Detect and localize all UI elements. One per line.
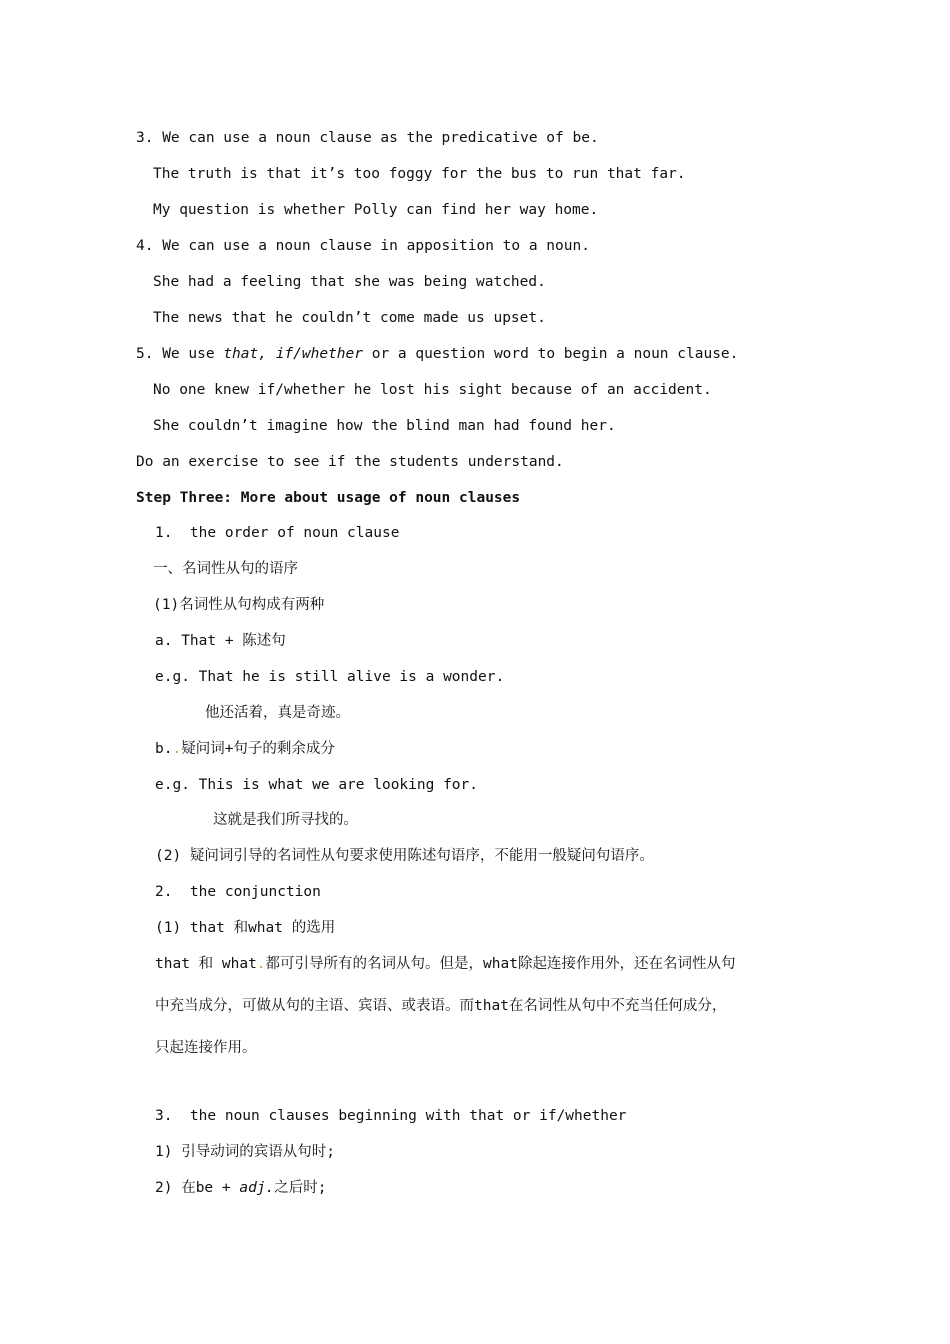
point-4-heading: 4. We can use a noun clause in apposition to a noun. [136, 238, 590, 254]
example-sentence: e.g. That he is still alive is a wonder. [155, 669, 505, 685]
rule-b: b..疑问词+句子的剩余成分 [155, 741, 335, 757]
chinese-heading: 一、名词性从句的语序 [153, 561, 298, 577]
chinese-subheading: (1)名词性从句构成有两种 [153, 597, 325, 613]
example-sentence: My question is whether Polly can find her way home. [153, 202, 599, 218]
paragraph-line: 中充当成分，可做从句的主语、宾语、或表语。而that在名词性从句中不充当任何成分， [155, 998, 727, 1014]
subsection-title: 1. the order of noun clause [155, 525, 400, 541]
example-sentence: No one knew if/whether he lost his sight because of an accident. [153, 382, 712, 398]
list-item: 2) 在be + adj.之后时; [155, 1180, 327, 1196]
section-heading: Step Three: More about usage of noun clauses [136, 490, 521, 506]
list-item: 1) 引导动词的宾语从句时; [155, 1144, 335, 1160]
subsection-title: 3. the noun clauses beginning with that or if/whether [155, 1108, 627, 1124]
point-5-prefix: 5. We use [136, 346, 224, 362]
rule-a: a. That + 陈述句 [155, 633, 286, 649]
yellow-mark: . [256, 956, 266, 972]
example-sentence: She couldn’t imagine how the blind man had found her. [153, 418, 616, 434]
example-sentence: She had a feeling that she was being watched. [153, 274, 546, 290]
example-translation: 这就是我们所寻找的。 [213, 812, 358, 828]
paragraph-line: 只起连接作用。 [155, 1040, 257, 1056]
point-5-italic-terms: that, if/whether [223, 346, 363, 362]
example-sentence: The news that he couldn’t come made us upset. [153, 310, 546, 326]
rule-note: (2) 疑问词引导的名词性从句要求使用陈述句语序，不能用一般疑问句语序。 [155, 848, 654, 864]
subsection-title: 2. the conjunction [155, 884, 321, 900]
point-3-heading: 3. We can use a noun clause as the predicative of be. [136, 130, 599, 146]
example-sentence: The truth is that it’s too foggy for the bus to run that far. [153, 166, 686, 182]
point-5-suffix: or a question word to begin a noun clause. [363, 346, 739, 362]
example-translation: 他还活着，真是奇迹。 [205, 705, 350, 721]
example-sentence: e.g. This is what we are looking for. [155, 777, 479, 793]
yellow-mark: . [172, 741, 182, 757]
chinese-subheading: (1) that 和what 的选用 [155, 920, 336, 936]
point-5-heading [136, 344, 738, 364]
paragraph-line: that 和 what.都可引导所有的名词从句。但是，what除起连接作用外，还在名词性从句 [155, 956, 736, 972]
exercise-note: Do an exercise to see if the students understand. [136, 454, 564, 470]
